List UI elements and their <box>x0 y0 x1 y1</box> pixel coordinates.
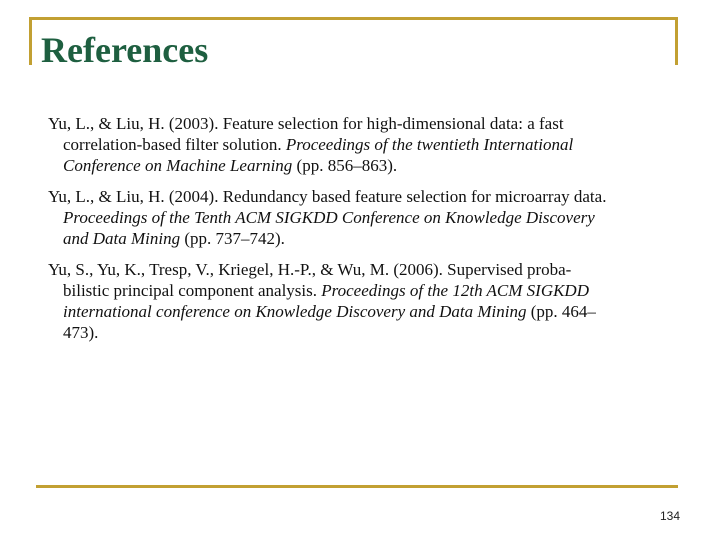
reference-line <box>48 186 638 207</box>
reference-italic-text: and Data Mining <box>63 229 181 248</box>
reference-italic-text: Proceedings of the twentieth International <box>285 135 574 154</box>
frame-right-border <box>675 17 678 65</box>
reference-line <box>48 259 638 280</box>
reference-text: Yu, S., Yu, K., Tresp, V., Kriegel, H.-P., & Wu, M. (2006). Supervised proba- <box>48 260 572 279</box>
reference-entry <box>48 113 638 176</box>
reference-line <box>48 113 638 134</box>
slide-title: References <box>41 30 209 70</box>
reference-text: 473). <box>63 323 99 342</box>
reference-text: bilistic principal component analysis. <box>63 281 322 300</box>
frame-bottom-border <box>36 485 678 488</box>
reference-text: (pp. 464– <box>526 302 596 321</box>
reference-line <box>48 228 638 249</box>
reference-entry <box>48 186 638 249</box>
reference-list <box>48 113 638 353</box>
reference-line <box>48 280 638 301</box>
reference-italic-text: Conference on Machine Learning <box>63 156 293 175</box>
reference-entry <box>48 259 638 343</box>
page-number: 134 <box>659 509 680 523</box>
frame-left-border <box>29 17 32 65</box>
reference-text: Yu, L., & Liu, H. (2004). Redundancy based feature selection for microarray data. <box>48 187 607 206</box>
reference-line <box>48 207 638 228</box>
reference-text: correlation-based filter solution. <box>63 135 286 154</box>
reference-text: Yu, L., & Liu, H. (2003). Feature selection for high-dimensional data: a fast <box>48 114 564 133</box>
reference-line <box>48 134 638 155</box>
reference-text: (pp. 737–742). <box>180 229 285 248</box>
reference-line <box>48 301 638 322</box>
reference-line <box>48 322 638 343</box>
reference-text: (pp. 856–863). <box>292 156 398 175</box>
reference-line <box>48 155 638 176</box>
reference-italic-text: Proceedings of the 12th ACM SIGKDD <box>321 281 589 300</box>
frame-top-border <box>29 17 678 20</box>
reference-italic-text: Proceedings of the Tenth ACM SIGKDD Conference on Knowledge Discovery <box>63 208 595 227</box>
reference-italic-text: international conference on Knowledge Discovery and Data Mining <box>63 302 527 321</box>
